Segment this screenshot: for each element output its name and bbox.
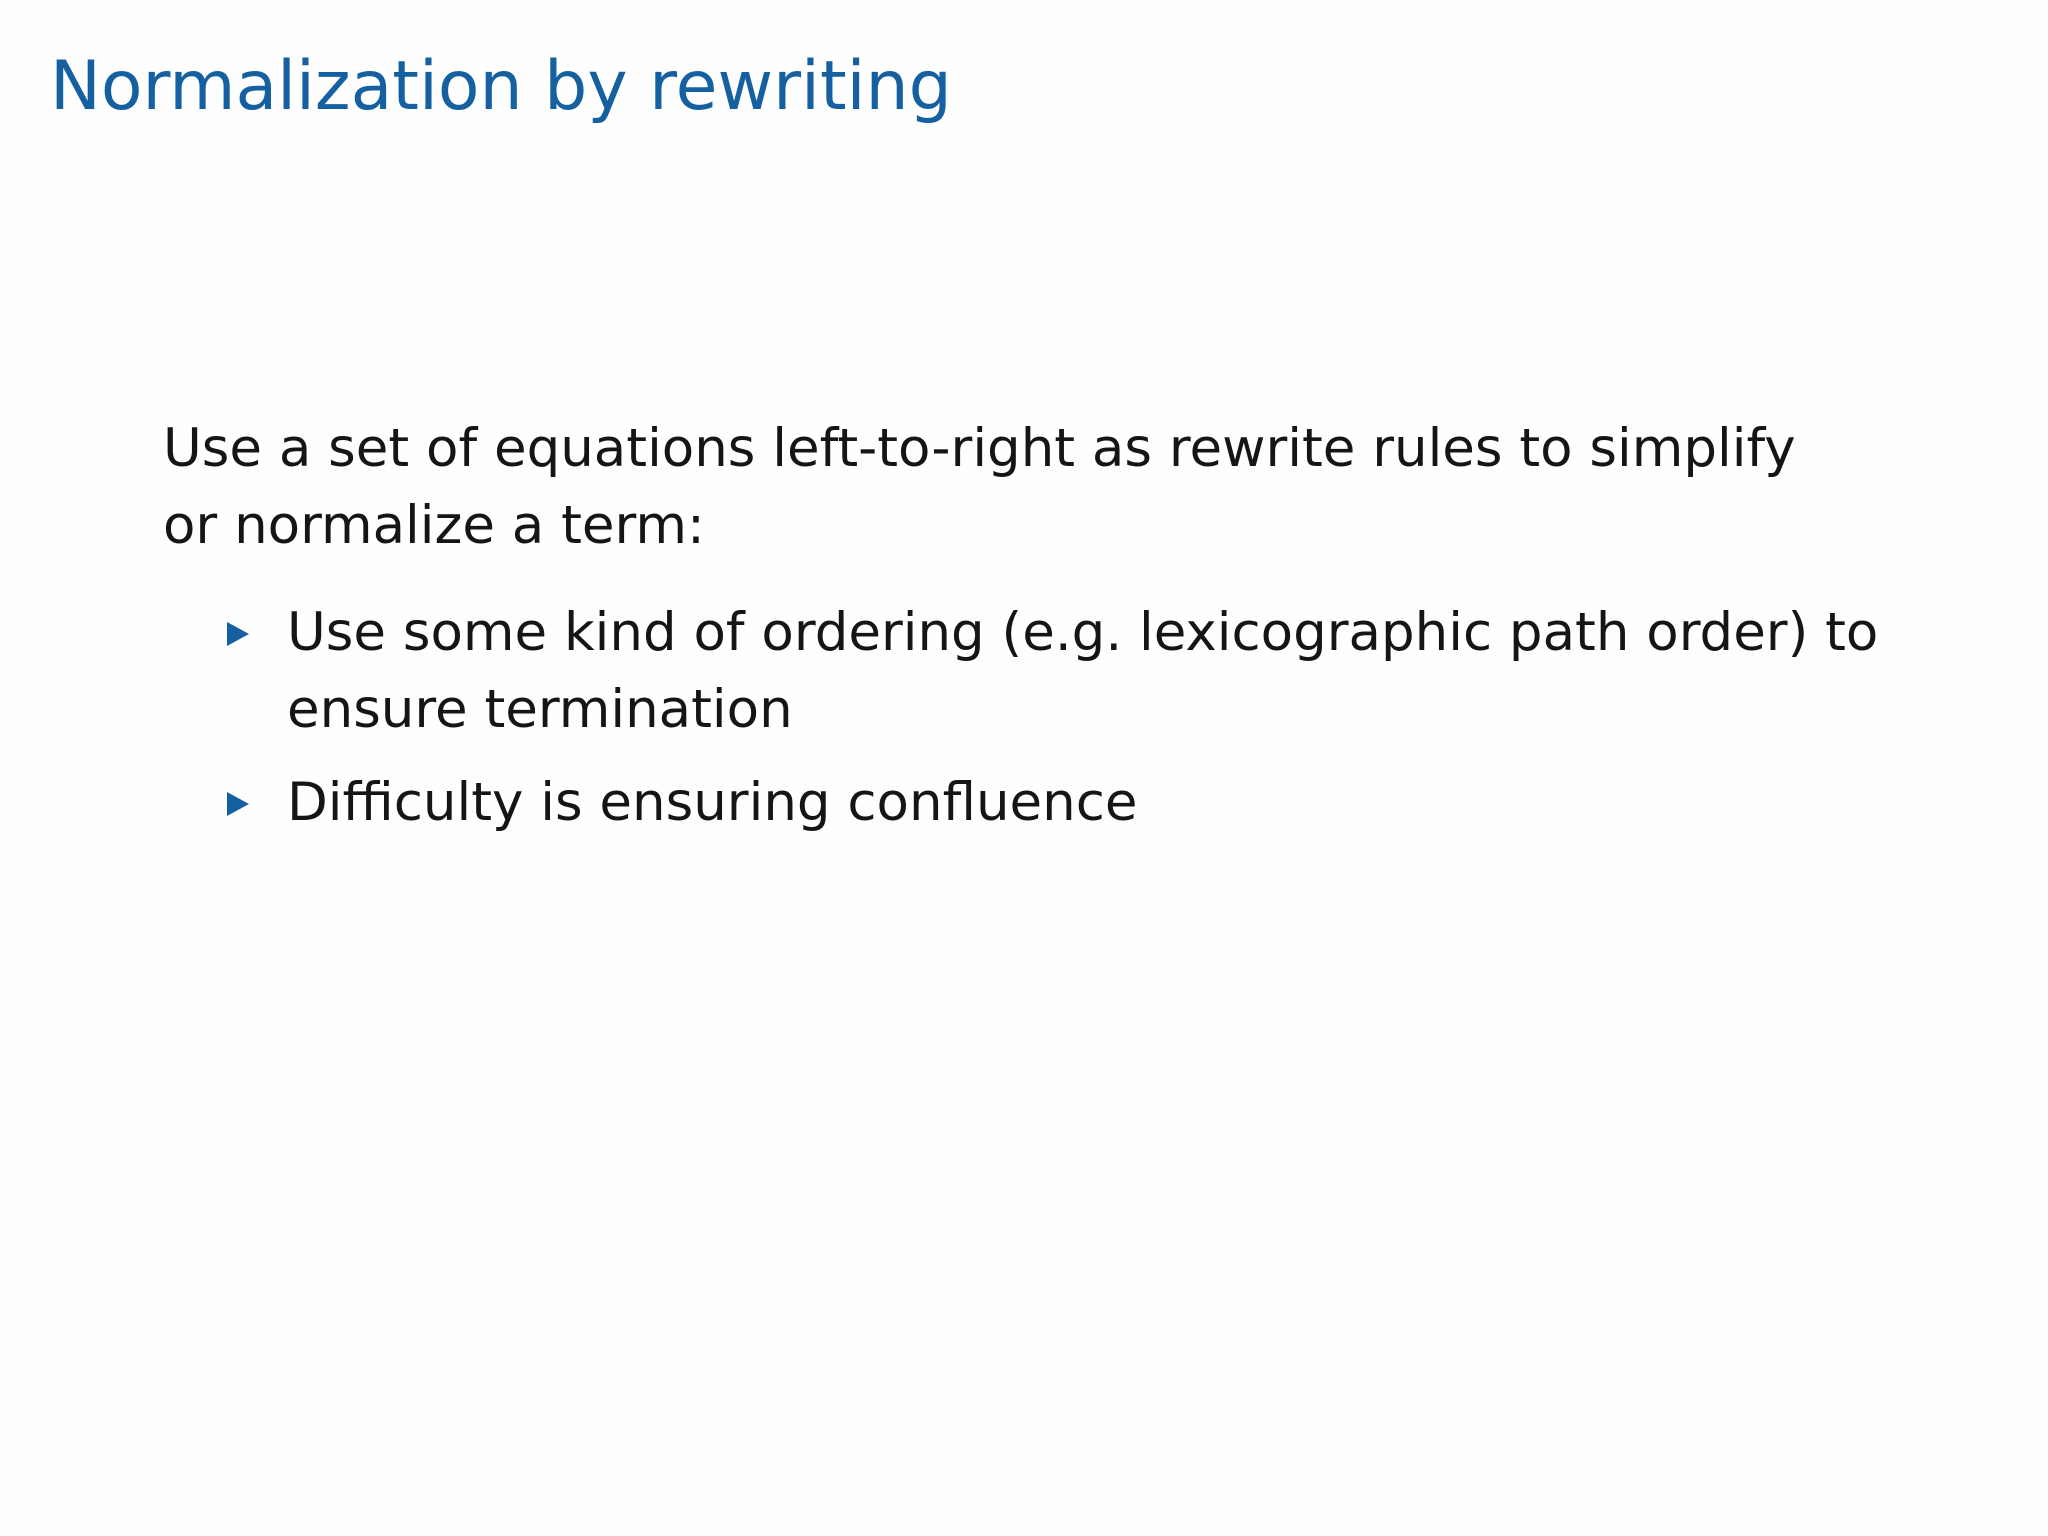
triangle-right-icon bbox=[227, 622, 249, 646]
slide-content bbox=[163, 410, 1883, 857]
intro-paragraph: Use a set of equations left-to-right as rewrite rules to simplify or normalize a term: bbox=[163, 418, 1796, 556]
bullet-text: Difficulty is ensuring confluence bbox=[287, 772, 1138, 833]
bullet-list bbox=[163, 594, 1883, 841]
slide-title: Normalization by rewriting bbox=[50, 47, 952, 126]
bullet-text: Use some kind of ordering (e.g. lexicographic path order) to ensure termination bbox=[287, 602, 1879, 740]
list-item bbox=[163, 764, 1907, 841]
list-item bbox=[163, 594, 1907, 748]
triangle-right-icon bbox=[227, 792, 249, 816]
